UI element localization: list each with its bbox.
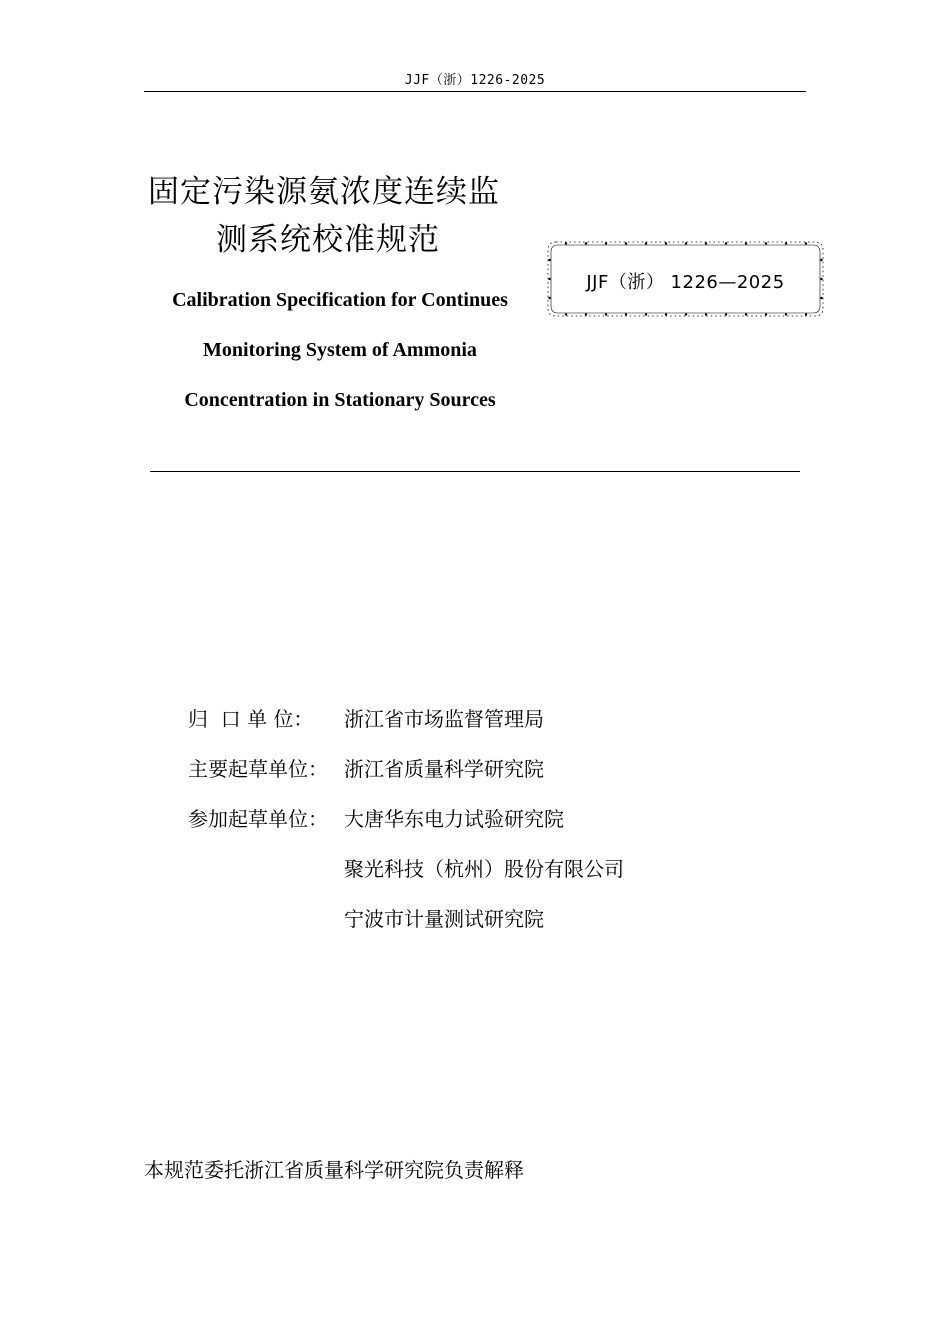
title-chinese-line-2: 测系统校准规范 [216,222,440,258]
title-english-line-3: Concentration in Stationary Sources [184,389,496,411]
header-divider [144,91,806,92]
code-box [546,240,825,318]
title-chinese [148,168,568,264]
participant-value: 聚光科技（杭州）股份有限公司 [344,857,624,881]
participant-value: 宁波市计量测试研究院 [344,907,544,931]
main-drafter-label: 主要起草单位： [188,757,328,781]
title-divider [150,471,800,472]
responsible-unit-label: 归 口 单 位： [188,707,314,731]
title-english-line-1: Calibration Specification for Continues [172,289,508,311]
title-chinese-line-1: 固定污染源氨浓度连续监 [148,174,500,210]
interpretation-note: 本规范委托浙江省质量科学研究院负责解释 [144,1158,524,1182]
title-english-line-2: Monitoring System of Ammonia [203,339,477,361]
responsible-unit-value: 浙江省市场监督管理局 [344,707,544,731]
title-english [140,275,540,425]
main-drafter-value: 浙江省质量科学研究院 [344,757,544,781]
running-header: JJF（浙）1226-2025 [404,73,546,88]
participant-value: 大唐华东电力试验研究院 [344,807,564,831]
participant-label: 参加起草单位： [188,807,328,831]
code-box-text: JJF（浙） 1226—2025 [586,272,785,293]
